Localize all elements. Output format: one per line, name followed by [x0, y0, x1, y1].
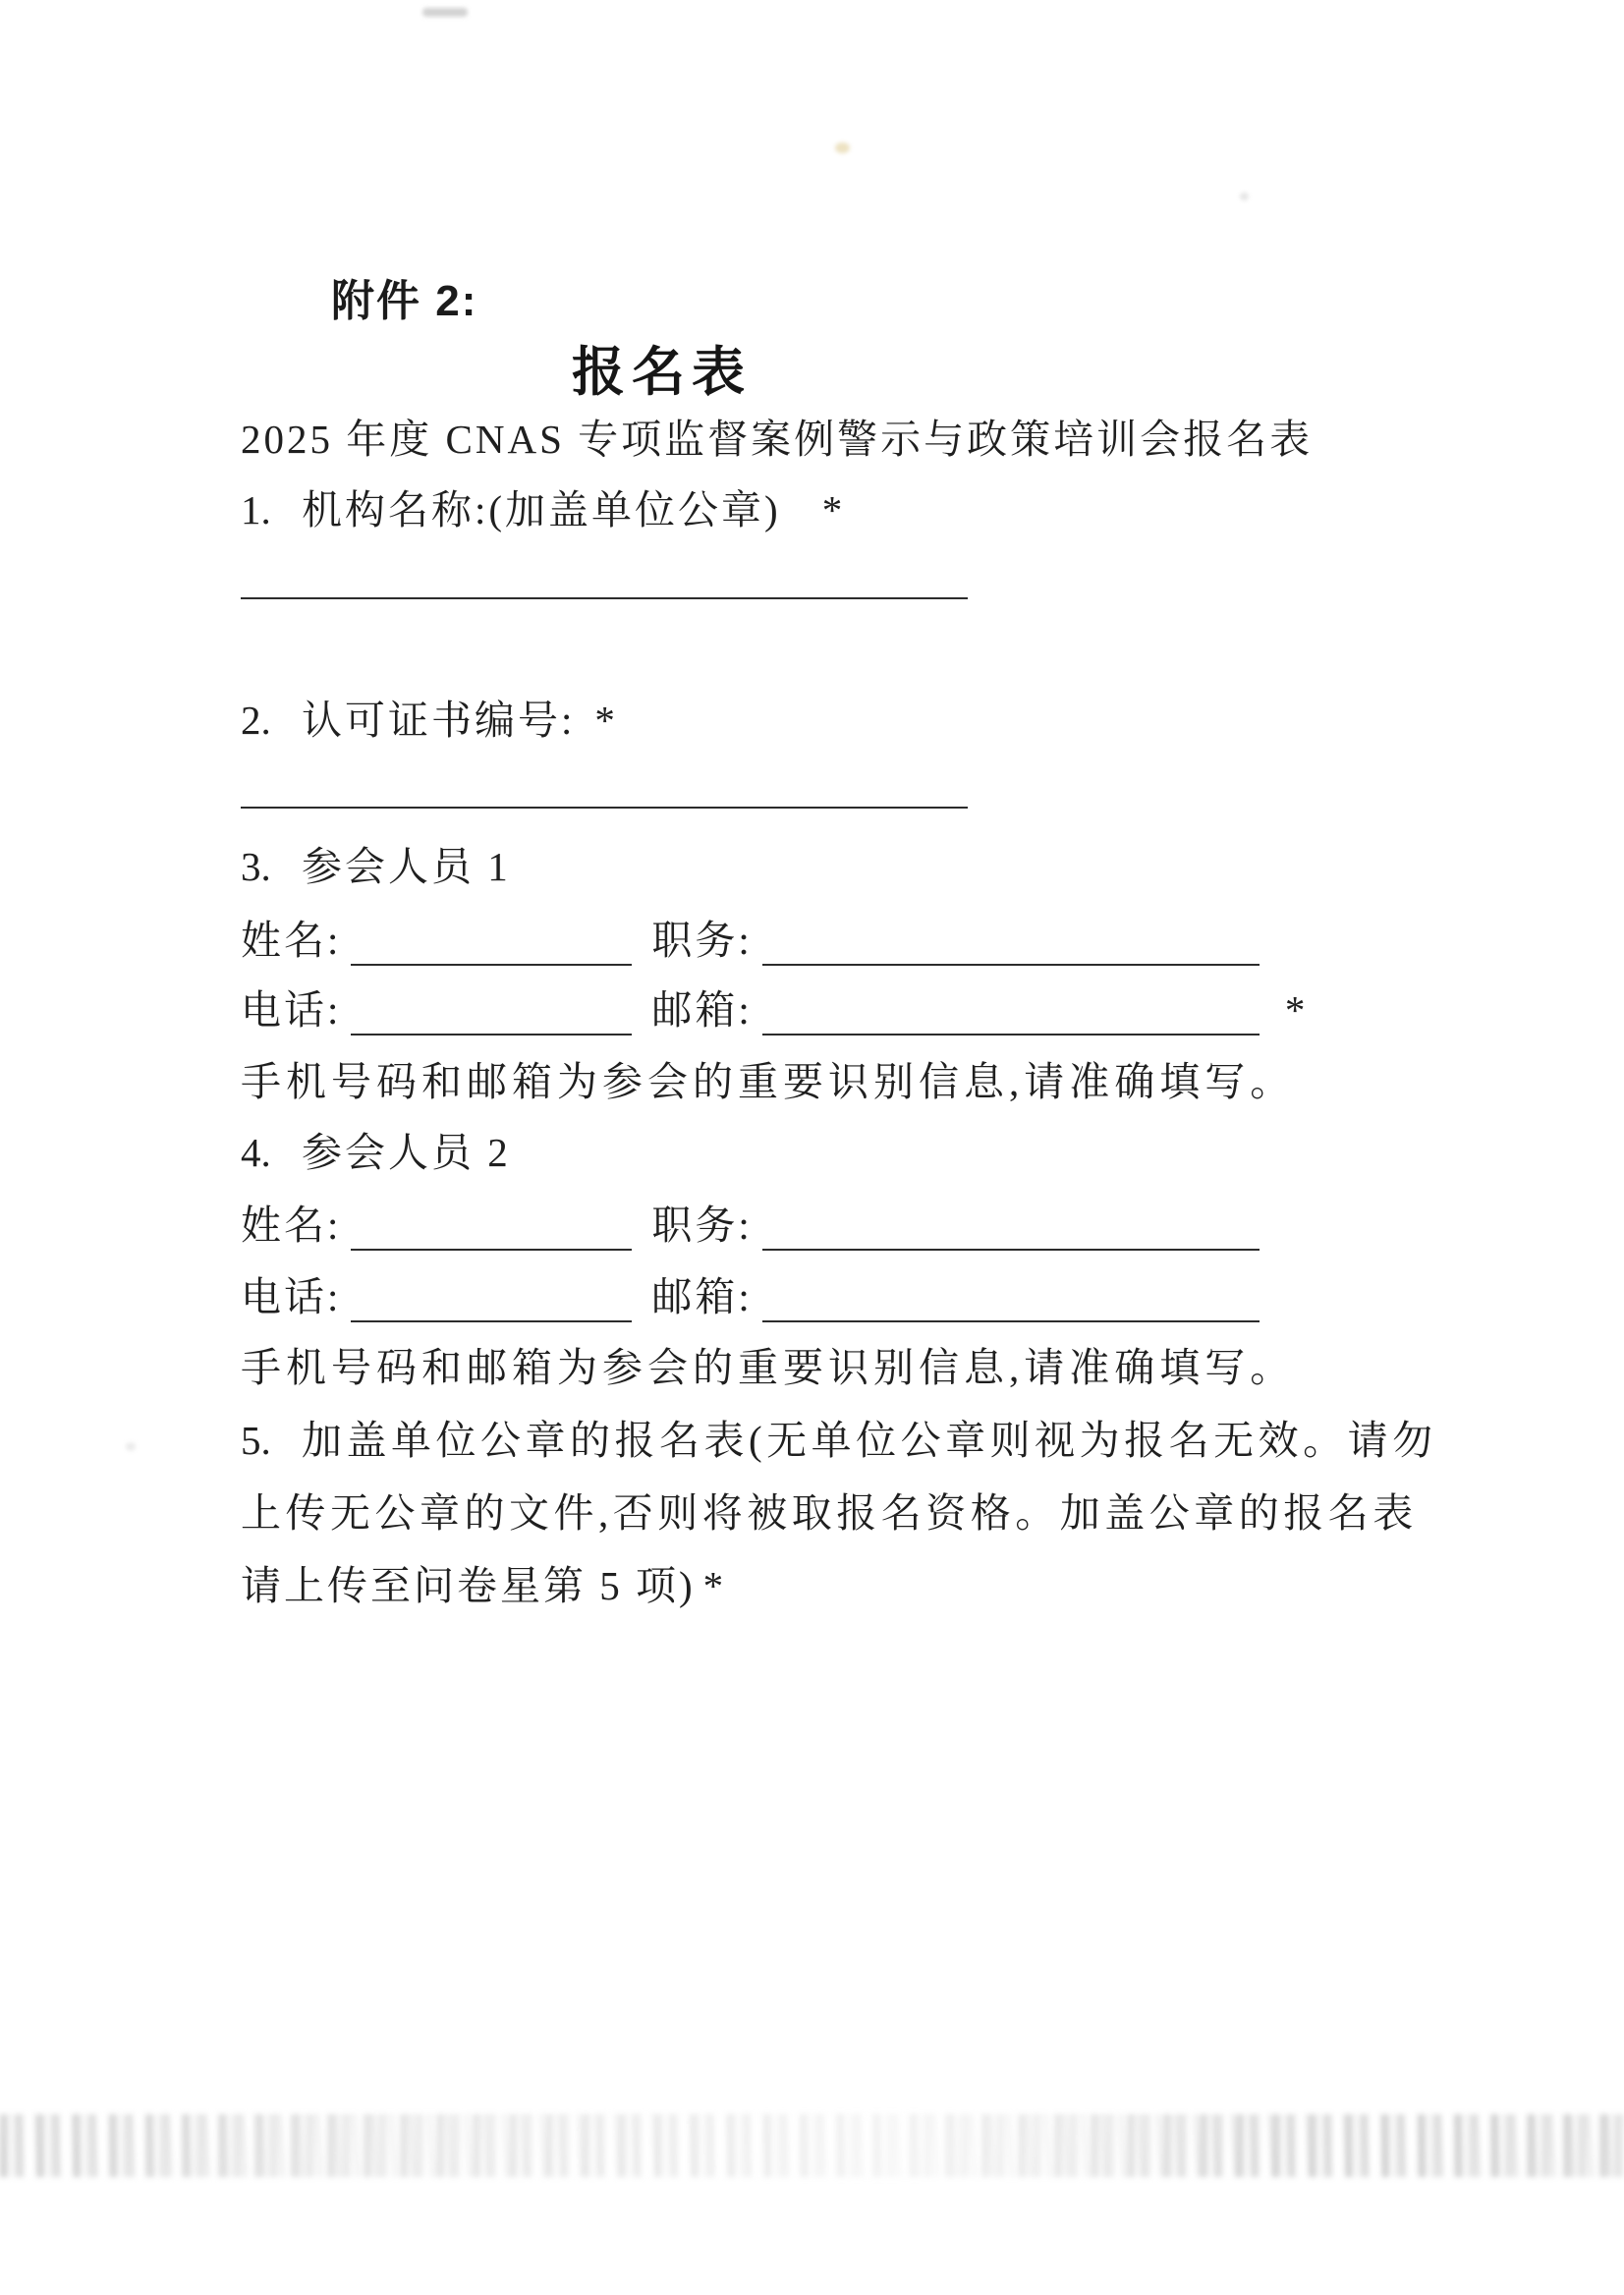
name-label: 姓名: — [241, 918, 342, 963]
stamp-line3-row — [241, 1563, 726, 1609]
stamp-line3: 请上传至问卷星第 5 项) — [241, 1563, 696, 1608]
stamp-number: 5. — [241, 1418, 271, 1463]
scan-artifact — [1240, 193, 1249, 200]
attendee1-name-row — [241, 918, 1260, 966]
attendee2-duty-input-line[interactable] — [762, 1249, 1260, 1251]
org-name-label: 机构名称:(加盖单位公章) — [302, 487, 781, 532]
attendee1-note: 手机号码和邮箱为参会的重要识别信息,请准确填写。 — [241, 1059, 1296, 1104]
phone-label: 电话: — [241, 987, 342, 1033]
scan-artifact — [422, 8, 468, 17]
cert-no-input-line[interactable] — [241, 807, 968, 809]
required-asterisk: * — [702, 1563, 727, 1608]
attendee1-number: 3. — [241, 844, 271, 889]
attendee2-note: 手机号码和邮箱为参会的重要识别信息,请准确填写。 — [241, 1345, 1296, 1390]
attendee1-duty-input-line[interactable] — [762, 964, 1260, 966]
section-attendee2-heading — [241, 1130, 511, 1176]
cert-no-label: 认可证书编号: — [302, 698, 576, 743]
section-org-name-heading — [241, 487, 845, 533]
section-cert-no-heading — [241, 698, 618, 744]
name-label: 姓名: — [241, 1203, 342, 1248]
form-title: 报名表 — [572, 343, 752, 402]
required-asterisk: * — [1284, 987, 1309, 1033]
stamp-line1: 加盖单位公章的报名表(无单位公章则视为报名无效。请勿 — [302, 1418, 1437, 1463]
email-label: 邮箱: — [651, 1274, 753, 1319]
attendee2-name-input-line[interactable] — [351, 1249, 632, 1251]
scan-bleedthrough-band — [0, 2114, 1624, 2177]
attendee2-contact-row — [241, 1274, 1260, 1322]
attendee2-label: 参会人员 2 — [302, 1130, 511, 1175]
email-label: 邮箱: — [651, 987, 753, 1033]
scan-artifact — [126, 1442, 136, 1451]
form-subtitle: 2025 年度 CNAS 专项监督案例警示与政策培训会报名表 — [241, 417, 1314, 462]
org-name-number: 1. — [241, 487, 271, 532]
org-name-input-line[interactable] — [241, 597, 968, 599]
attendee1-label: 参会人员 1 — [302, 844, 511, 889]
section-attendee1-heading — [241, 844, 511, 890]
attendee2-email-input-line[interactable] — [762, 1320, 1260, 1322]
duty-label: 职务: — [651, 918, 753, 963]
phone-label: 电话: — [241, 1274, 342, 1319]
attendee1-email-input-line[interactable] — [762, 1034, 1260, 1036]
required-asterisk: * — [821, 487, 846, 532]
attendee1-contact-row — [241, 987, 1308, 1036]
attachment-label: 附件 2: — [331, 277, 478, 325]
attendee2-name-row — [241, 1203, 1260, 1251]
scan-artifact — [835, 142, 850, 153]
attendee1-name-input-line[interactable] — [351, 964, 632, 966]
duty-label: 职务: — [651, 1203, 753, 1248]
attendee2-phone-input-line[interactable] — [351, 1320, 632, 1322]
attendee2-number: 4. — [241, 1130, 271, 1175]
section-stamp-heading-line1 — [241, 1418, 1437, 1464]
required-asterisk: * — [594, 698, 618, 743]
attendee1-phone-input-line[interactable] — [351, 1034, 632, 1036]
stamp-line2: 上传无公章的文件,否则将被取报名资格。加盖公章的报名表 — [241, 1490, 1418, 1536]
cert-no-number: 2. — [241, 698, 271, 743]
